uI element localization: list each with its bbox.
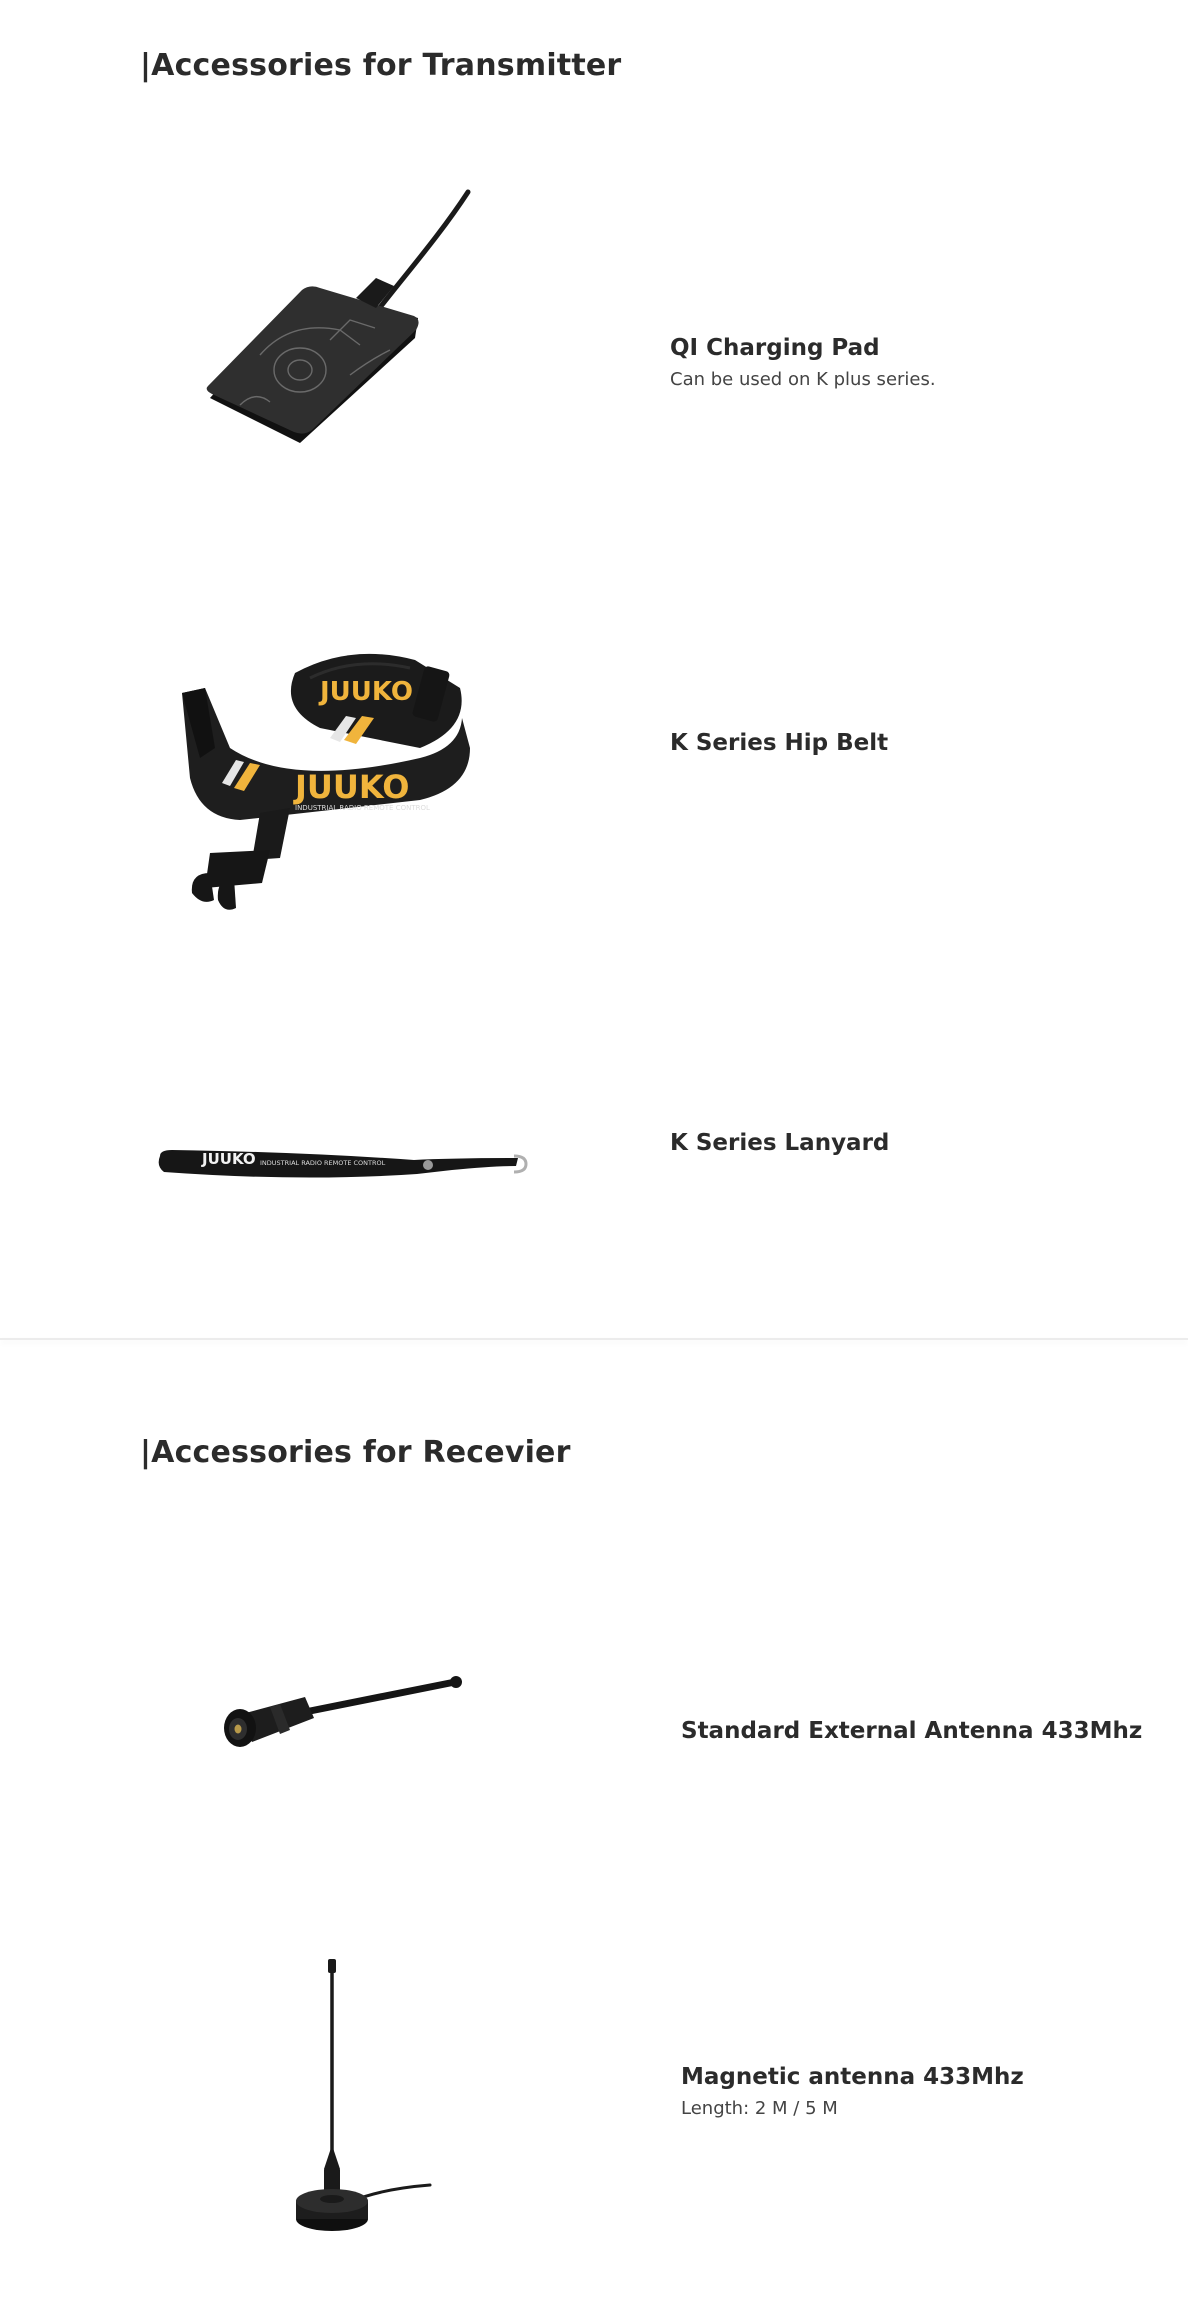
product-name[interactable]: QI Charging Pad	[670, 335, 880, 361]
product-name[interactable]: K Series Hip Belt	[670, 730, 889, 756]
svg-text:JUUKO: JUUKO	[295, 768, 410, 806]
product-info	[681, 1718, 1142, 1752]
product-standard-external-antenna[interactable]	[0, 1642, 1188, 1822]
product-qi-charging-pad[interactable]	[0, 180, 1188, 480]
section-divider	[0, 1338, 1188, 1340]
product-name[interactable]: Standard External Antenna 433Mhz	[681, 1718, 1143, 1744]
receiver-accessories-section	[0, 1342, 1188, 2319]
product-info	[681, 2064, 1024, 2119]
product-info	[670, 1130, 889, 1164]
product-name[interactable]: Magnetic antenna 433Mhz	[681, 2064, 1024, 2090]
product-description: Length: 2 M / 5 M	[681, 2098, 838, 2119]
svg-text:INDUSTRIAL RADIO REMOTE CONTRO: INDUSTRIAL RADIO REMOTE CONTROL	[260, 1159, 386, 1167]
lanyard-image	[152, 1130, 532, 1204]
section-title-receiver: |Accessories for Recevier	[140, 1435, 571, 1470]
svg-text:INDUSTRIAL RADIO REMOTE CONTRO: INDUSTRIAL RADIO REMOTE CONTROL	[295, 804, 430, 812]
product-description: Can be used on K plus series.	[670, 369, 936, 390]
charging-pad-image	[200, 180, 480, 464]
hip-belt-image	[170, 638, 480, 922]
product-info	[670, 730, 888, 764]
magnetic-antenna-image	[280, 1957, 450, 2251]
external-antenna-image	[210, 1652, 470, 1766]
svg-text:JUUKO: JUUKO	[320, 677, 413, 707]
product-k-series-lanyard[interactable]	[0, 1100, 1188, 1240]
product-k-series-hip-belt[interactable]	[0, 620, 1188, 920]
product-magnetic-antenna[interactable]	[0, 1932, 1188, 2272]
svg-text:JUUKO: JUUKO	[202, 1150, 256, 1168]
section-title-transmitter: |Accessories for Transmitter	[140, 48, 622, 83]
product-info	[670, 335, 936, 390]
product-name[interactable]: K Series Lanyard	[670, 1130, 890, 1156]
